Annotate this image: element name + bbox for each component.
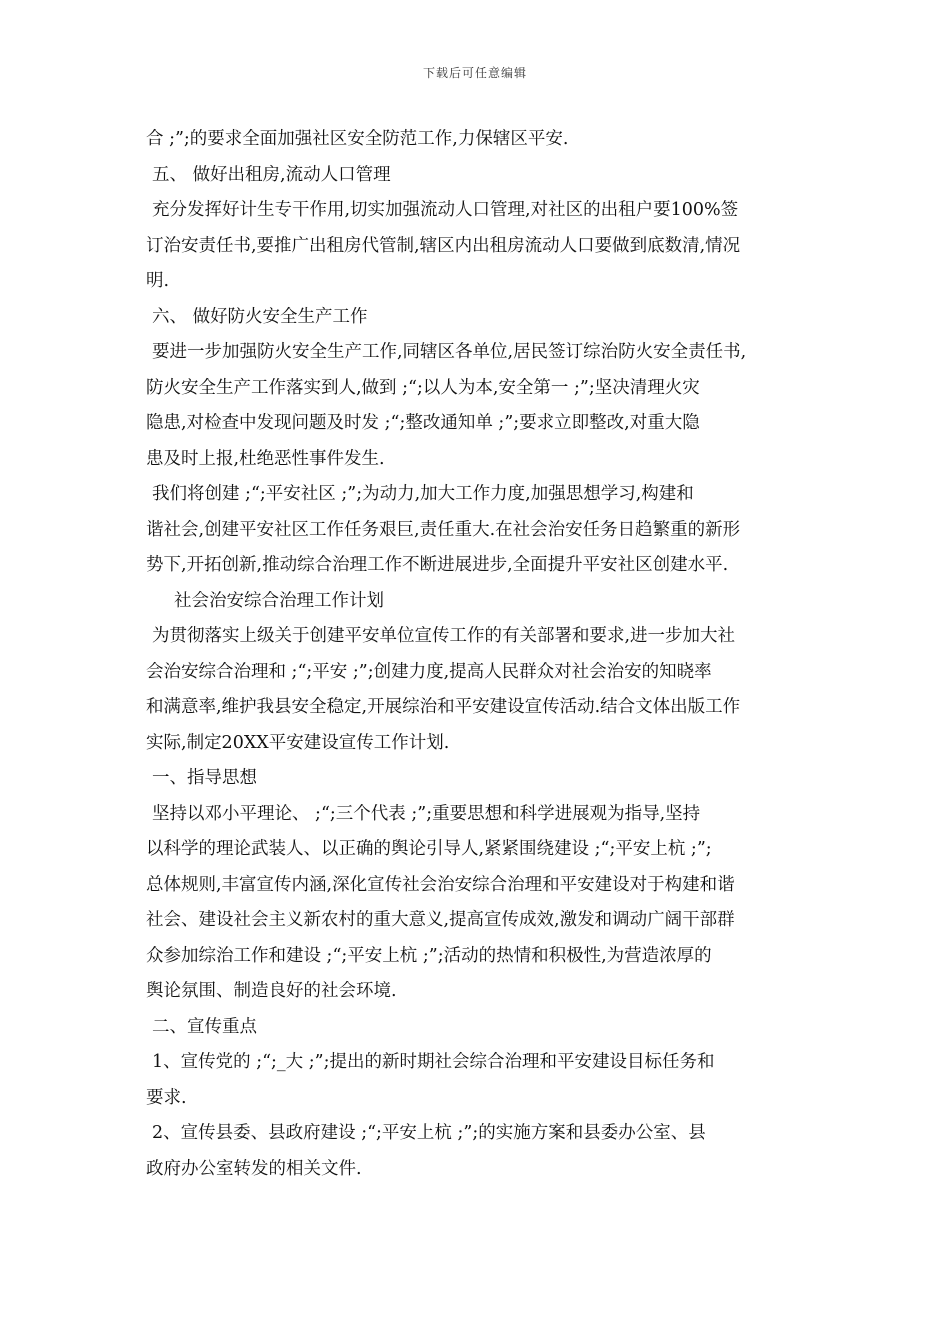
text-line: 明. <box>146 271 170 291</box>
section-heading: 六、 做好防火安全生产工作 <box>152 306 368 327</box>
text-line: 舆论氛围、制造良好的社会环境. <box>146 981 397 1001</box>
text-line: 众参加综治工作和建设 ;“;平安上杭 ;”;活动的热情和积极性,为营造浓厚的 <box>146 945 712 966</box>
list-item: 1、宣传党的 ;“;_大 ;”;提出的新时期社会综合治理和平安建设目标任务和 <box>152 1052 715 1072</box>
text-line: 会治安综合治理和 ;“;平安 ;”;创建力度,提高人民群众对社会治安的知晓率 <box>146 661 712 682</box>
text-line: 为贯彻落实上级关于创建平安单位宣传工作的有关部署和要求,进一步加大社 <box>152 626 736 646</box>
text-line: 坚持以邓小平理论、 ;“;三个代表 ;”;重要思想和科学进展观为指导,坚持 <box>152 803 701 824</box>
text-line: 患及时上报,杜绝恶性事件发生. <box>146 448 385 469</box>
text-line: 谐社会,创建平安社区工作任务艰巨,责任重大.在社会治安任务日趋繁重的新形 <box>146 519 741 540</box>
text-line: 实际,制定20XX平安建设宣传工作计划. <box>146 732 450 753</box>
text-line: 隐患,对检查中发现问题及时发 ;“;整改通知单 ;”;要求立即整改,对重大隐 <box>146 413 700 433</box>
list-item: 2、宣传县委、县政府建设 ;“;平安上杭 ;”;的实施方案和县委办公室、县 <box>152 1123 706 1143</box>
section-heading: 二、宣传重点 <box>152 1016 257 1037</box>
text-line: 防火安全生产工作落实到人,做到 ;“;以人为本,安全第一 ;”;坚决清理火灾 <box>146 377 700 398</box>
text-line: 要求. <box>146 1087 187 1108</box>
text-line: 订治安责任书,要推广出租房代管制,辖区内出租房流动人口要做到底数清,情况 <box>146 235 741 256</box>
text-line: 以科学的理论武装人、以正确的舆论引导人,紧紧围绕建设 ;“;平安上杭 ;”; <box>146 839 712 859</box>
page-header: 下载后可任意编辑 <box>422 66 527 80</box>
section-heading: 一、指导思想 <box>152 768 257 788</box>
text-line: 社会、建设社会主义新农村的重大意义,提高宣传成效,激发和调动广阔干部群 <box>146 910 735 930</box>
text-line: 我们将创建 ;“;平安社区 ;”;为动力,加大工作力度,加强思想学习,构建和 <box>152 484 694 504</box>
text-line: 势下,开拓创新,推动综合治理工作不断进展进步,全面提升平安社区创建水平. <box>146 555 729 575</box>
text-line: 政府办公室转发的相关文件. <box>146 1158 362 1179</box>
document-title: 社会治安综合治理工作计划 <box>174 590 384 611</box>
section-heading: 五、 做好出租房,流动人口管理 <box>152 164 391 185</box>
document-body <box>146 122 814 1187</box>
text-line: 要进一步加强防火安全生产工作,同辖区各单位,居民签订综治防火安全责任书, <box>152 342 747 362</box>
text-line: 总体规则,丰富宣传内涵,深化宣传社会治安综合治理和平安建设对于构建和谐 <box>146 874 735 895</box>
text-line: 充分发挥好计生专干作用,切实加强流动人口管理,对社区的出租户要100%签 <box>152 200 739 220</box>
text-line: 合 ;”;的要求全面加强社区安全防范工作,力保辖区平安. <box>146 129 569 149</box>
text-line: 和满意率,维护我县安全稳定,开展综治和平安建设宣传活动.结合文体出版工作 <box>146 697 741 717</box>
